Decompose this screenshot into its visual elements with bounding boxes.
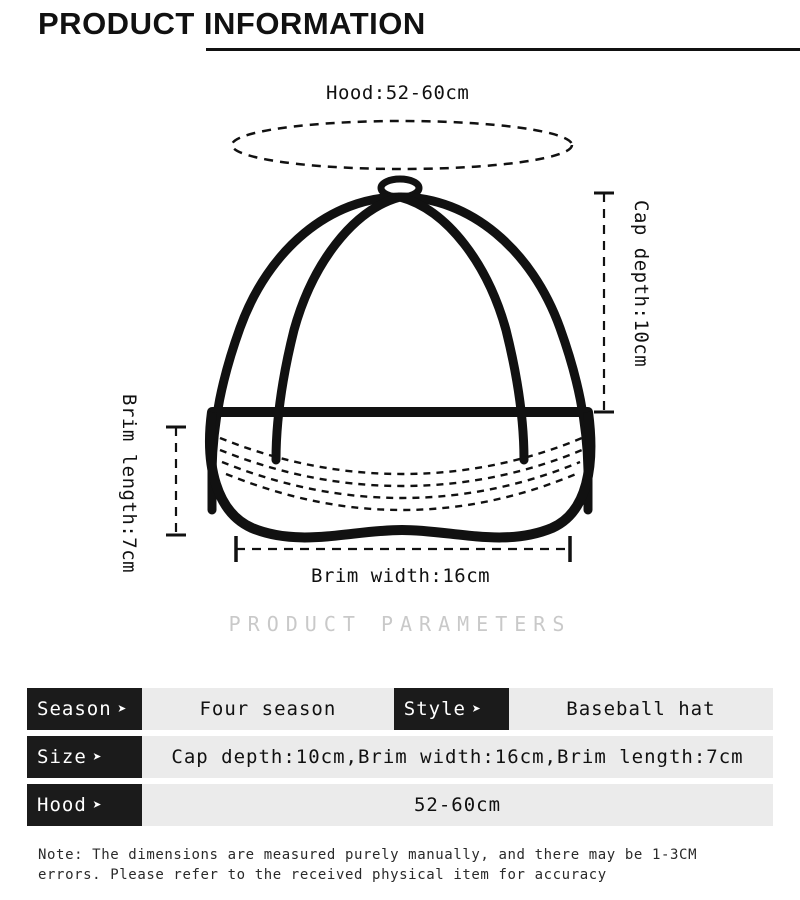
spec-table	[27, 688, 773, 832]
product-parameters-caption: PRODUCT PARAMETERS	[228, 612, 572, 636]
measurement-note-line-2: errors. Please refer to the received physical item for accuracy	[38, 867, 607, 883]
spec-key-style	[394, 688, 509, 730]
hat-dimension-diagram	[0, 60, 800, 670]
page-header	[0, 0, 800, 60]
table-row	[27, 784, 773, 826]
table-row	[27, 736, 773, 778]
spec-key-style-label: Style	[403, 698, 466, 720]
spec-key-season-label: Season	[37, 698, 112, 720]
spec-key-season	[27, 688, 142, 730]
spec-value-size: Cap depth:10cm,Brim width:16cm,Brim length:7cm	[142, 736, 773, 778]
arrow-icon: ➤	[92, 747, 103, 766]
measurement-note-line-1: Note: The dimensions are measured purely manually, and there may be 1-3CM	[38, 847, 698, 863]
arrow-icon: ➤	[117, 699, 128, 718]
cap-depth-dimension-label: Cap depth:10cm	[630, 200, 652, 368]
spec-value-style: Baseball hat	[509, 688, 773, 730]
spec-key-hood-label: Hood	[37, 794, 87, 816]
spec-key-size-label: Size	[37, 746, 87, 768]
spec-key-size	[27, 736, 142, 778]
spec-value-season: Four season	[142, 688, 394, 730]
hood-dimension-label: Hood:52-60cm	[326, 82, 470, 104]
arrow-icon: ➤	[92, 795, 103, 814]
measurement-note	[38, 845, 768, 885]
table-row	[27, 688, 773, 730]
header-divider	[206, 48, 800, 51]
spec-value-hood: 52-60cm	[142, 784, 773, 826]
brim-length-dimension-label: Brim length:7cm	[118, 394, 140, 574]
page-title: PRODUCT INFORMATION	[38, 6, 426, 41]
hood-ellipse	[232, 121, 572, 169]
spec-key-hood	[27, 784, 142, 826]
brim-width-dimension-label: Brim width:16cm	[311, 565, 491, 587]
arrow-icon: ➤	[471, 699, 483, 718]
